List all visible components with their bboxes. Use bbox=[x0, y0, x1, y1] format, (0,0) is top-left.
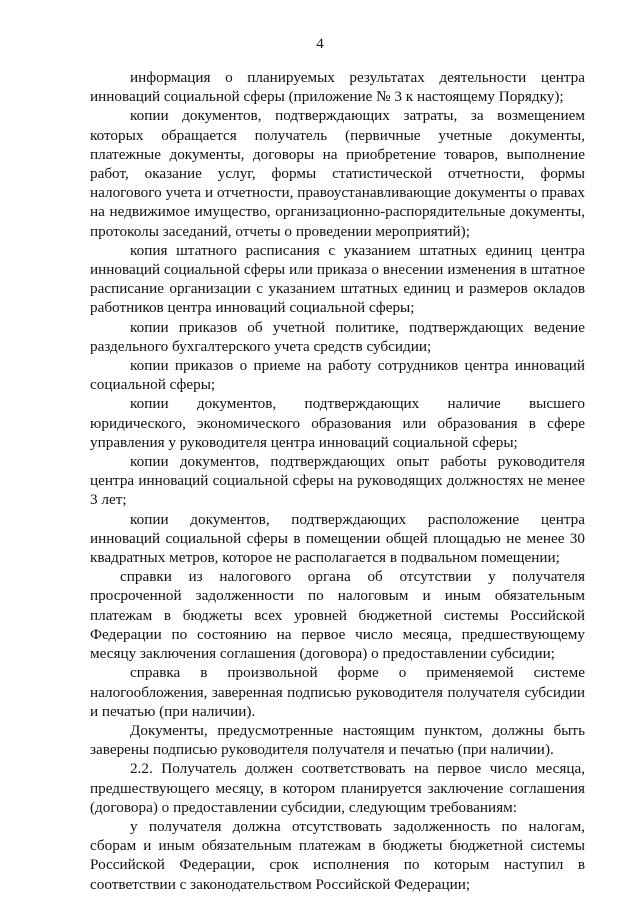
paragraph-experience-documents: копии документов, подтверждающих опыт работы руководителя центра инноваций социальной сферы на руководящих должностях не менее 3 лет; bbox=[90, 453, 585, 509]
paragraph-tax-certificates: справки из налогового органа об отсутствии у получателя просроченной задолженности по налоговым и иным обязательным платежам в бюджеты всех уровней бюджетной системы Российской Федерации по состоянию на первое число месяца, предшествующему месяцу заключения соглашения (договора) о предоставлении субсидии; bbox=[90, 568, 585, 663]
paragraph-certification-note: Документы, предусмотренные настоящим пунктом, должны быть заверены подписью руководителя получателя и печатью (при наличии). bbox=[90, 721, 585, 759]
document-body bbox=[90, 68, 585, 894]
paragraph-staff-schedule: копия штатного расписания с указанием штатных единиц центра инноваций социальной сферы или приказа о внесении изменения в штатное расписание организации с указанием штатных единиц и размеров окладов работников центра инноваций социальной сферы; bbox=[90, 241, 585, 317]
paragraph-education-documents: копии документов, подтверждающих наличие высшего юридического, экономического образования или образования в сфере управления у руководителя центра инноваций социальной сферы; bbox=[90, 395, 585, 451]
paragraph-section-2-2: 2.2. Получатель должен соответствовать на первое число месяца, предшествующего месяцу, в котором планируется заключение соглашения (договора) о предоставлении субсидии, следующим требованиям: bbox=[90, 760, 585, 816]
paragraph-cost-documents: копии документов, подтверждающих затраты, за возмещением которых обращается получатель (первичные учетные документы, платежные документы, договоры на приобретение товаров, выполнение работ, оказание услуг, формы статистической отчетности, формы налогового учета и отчетности, правоустанавливающие документы о правах на недвижимое имущество, организационно-распорядительные документы, протоколы заседаний, отчеты о проведении мероприятий); bbox=[90, 107, 585, 240]
paragraph-accounting-policy: копии приказов об учетной политике, подтверждающих ведение раздельного бухгалтерского учета средств субсидии; bbox=[90, 318, 585, 355]
paragraph-tax-system-certificate: справка в произвольной форме о применяемой системе налогообложения, заверенная подписью руководителя получателя субсидии и печатью (при наличии). bbox=[90, 664, 585, 720]
page-number: 4 bbox=[316, 36, 324, 52]
paragraph-premises-documents: копии документов, подтверждающих расположение центра инноваций социальной сферы в помещении общей площадью не менее 30 квадратных метров, которое не располагается в подвальном помещении; bbox=[90, 510, 585, 567]
paragraph-info-results: информация о планируемых результатах деятельности центра инноваций социальной сферы (приложение № 3 к настоящему Порядку); bbox=[90, 69, 585, 106]
paragraph-hiring-orders: копии приказов о приеме на работу сотрудников центра инноваций социальной сферы; bbox=[90, 357, 585, 394]
paragraph-no-tax-debt: у получателя должна отсутствовать задолженность по налогам, сборам и иным обязательным платежам в бюджеты бюджетной системы Российской Федерации, срок исполнения по которым наступил в соответствии с законодательством Российской Федерации; bbox=[90, 817, 585, 893]
